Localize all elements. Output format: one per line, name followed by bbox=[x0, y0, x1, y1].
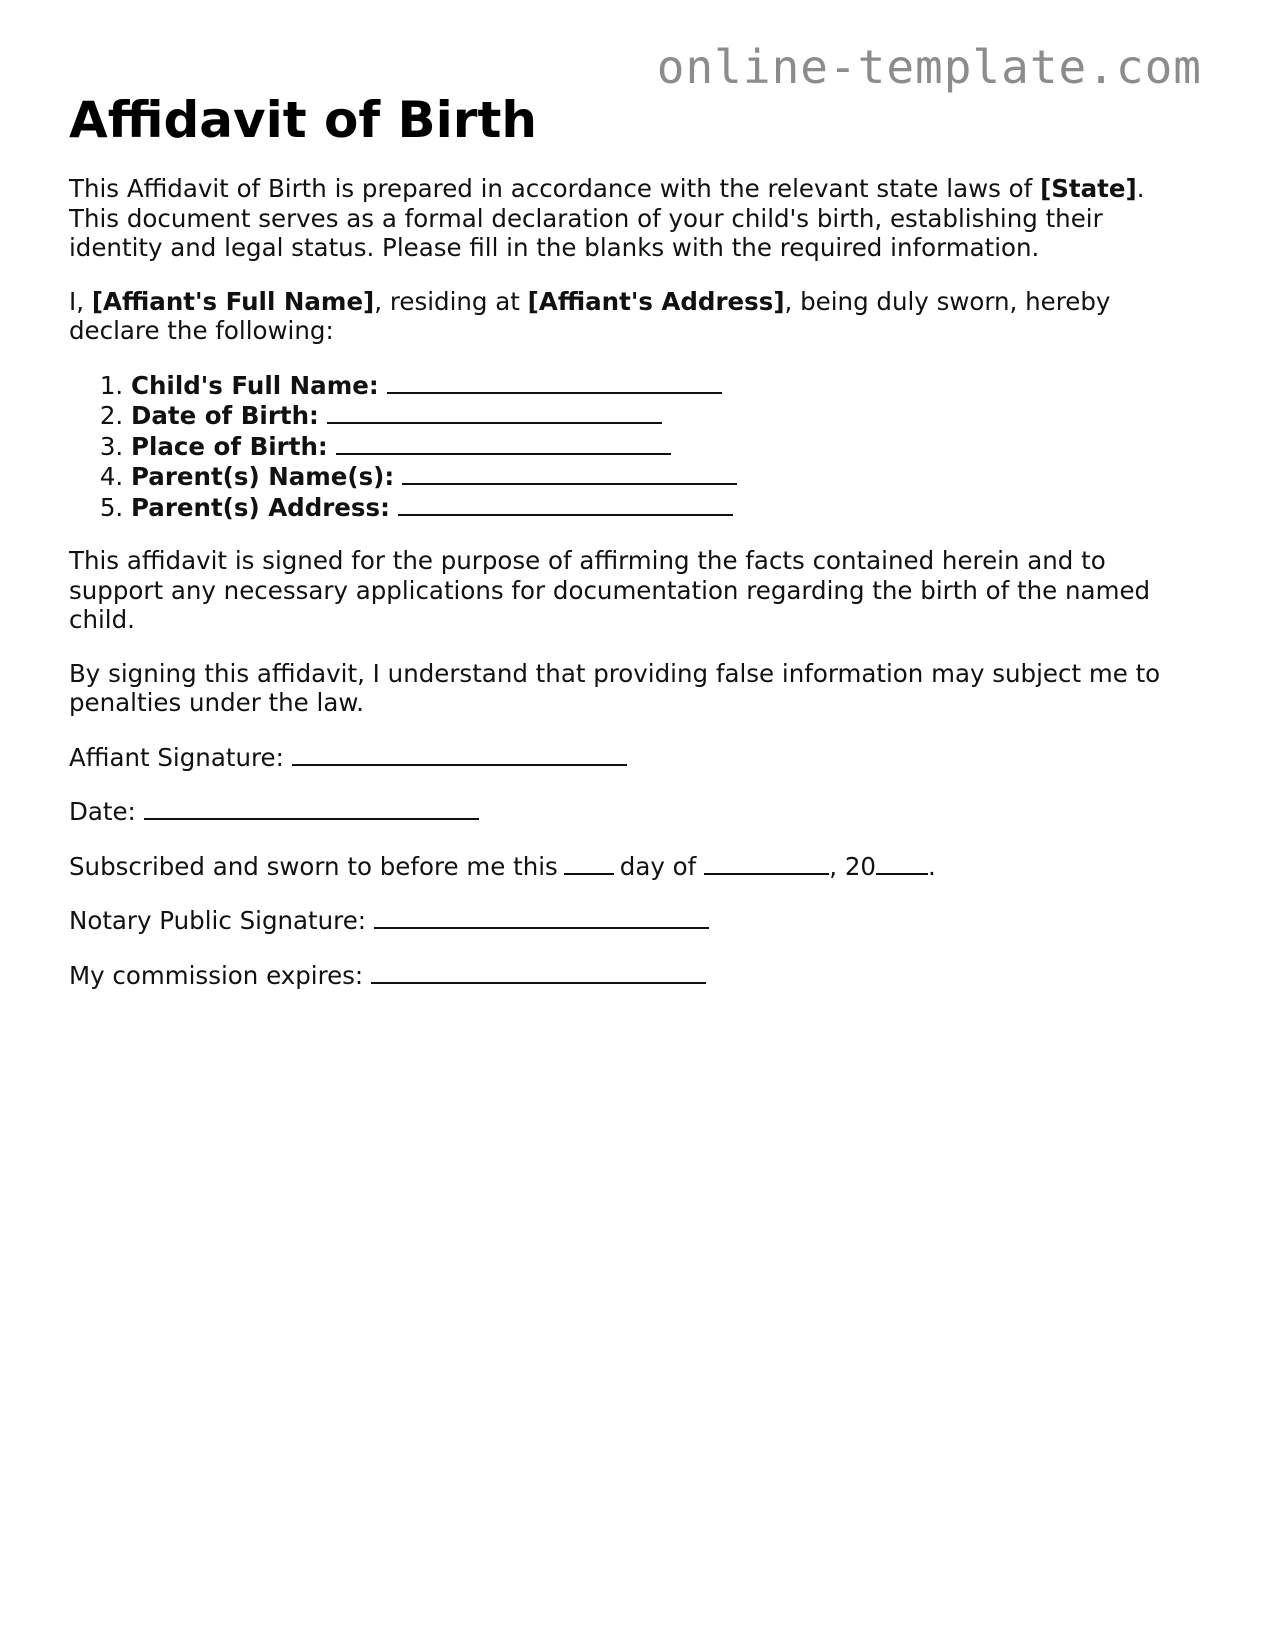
intro-paragraph bbox=[69, 174, 1179, 263]
commission-expires-blank[interactable] bbox=[371, 960, 706, 984]
date-blank[interactable] bbox=[144, 796, 479, 820]
declaration-part3: , being duly sworn, hereby declare the following: bbox=[69, 286, 1111, 345]
declaration-paragraph bbox=[69, 287, 1179, 346]
list-item bbox=[131, 492, 1179, 523]
intro-prefix: This Affidavit of Birth is prepared in accordance with the relevant state laws of bbox=[69, 174, 1041, 203]
intro-suffix: . This document serves as a formal declaration of your child's birth, establishing their identity and legal status. Please fill in the blanks with the required information. bbox=[69, 174, 1145, 262]
notary-signature-label: Notary Public Signature: bbox=[69, 906, 367, 935]
parents-address-blank[interactable] bbox=[398, 492, 733, 516]
parents-names-blank[interactable] bbox=[402, 461, 737, 485]
date-label: Date: bbox=[69, 797, 136, 826]
date-line bbox=[69, 796, 1179, 827]
sworn-year-blank[interactable] bbox=[876, 851, 928, 875]
purpose-paragraph: This affidavit is signed for the purpose of affirming the facts contained herein and to support any necessary applications for documentation regarding the birth of the named child. bbox=[69, 546, 1151, 634]
sworn-day-blank[interactable] bbox=[564, 851, 614, 875]
affiant-signature-blank[interactable] bbox=[292, 742, 627, 766]
sworn-month-blank[interactable] bbox=[704, 851, 829, 875]
affiant-address-placeholder: [Affiant's Address] bbox=[527, 286, 785, 316]
list-item bbox=[131, 370, 1179, 401]
notary-signature-blank[interactable] bbox=[374, 905, 709, 929]
sworn-statement bbox=[69, 851, 1179, 882]
declaration-part1: I, bbox=[69, 286, 92, 316]
watermark: online-template.com bbox=[656, 40, 1202, 94]
sworn-part4: . bbox=[928, 851, 936, 881]
childs-full-name-blank[interactable] bbox=[387, 370, 722, 394]
affiant-signature-line bbox=[69, 742, 1179, 773]
penalty-paragraph: By signing this affidavit, I understand that providing false information may subject me to penalties under the law. bbox=[69, 658, 1161, 717]
affiant-name-placeholder: [Affiant's Full Name] bbox=[91, 286, 375, 316]
field-label: Parent(s) Name(s): bbox=[131, 462, 395, 491]
state-placeholder: [State] bbox=[1040, 174, 1137, 203]
birth-details-list bbox=[69, 370, 1179, 523]
field-label: Date of Birth: bbox=[131, 401, 319, 430]
field-label: Child's Full Name: bbox=[131, 370, 379, 400]
date-of-birth-blank[interactable] bbox=[327, 400, 662, 424]
document-page bbox=[69, 86, 1179, 990]
sworn-part3: , 20 bbox=[829, 851, 877, 881]
list-item bbox=[131, 461, 1179, 492]
field-label: Parent(s) Address: bbox=[131, 492, 390, 522]
notary-signature-line bbox=[69, 905, 1179, 936]
document-title: Affidavit of Birth bbox=[69, 91, 537, 149]
sworn-part1: Subscribed and sworn to before me this bbox=[69, 851, 558, 881]
list-item bbox=[131, 431, 1179, 462]
place-of-birth-blank[interactable] bbox=[336, 431, 671, 455]
field-label: Place of Birth: bbox=[131, 431, 328, 461]
commission-expires-label: My commission expires: bbox=[69, 960, 364, 990]
commission-expires-line bbox=[69, 960, 1179, 991]
sworn-part2: day of bbox=[619, 851, 697, 881]
affiant-signature-label: Affiant Signature: bbox=[69, 742, 284, 772]
list-item bbox=[131, 400, 1179, 431]
declaration-part2: , residing at bbox=[374, 286, 528, 316]
